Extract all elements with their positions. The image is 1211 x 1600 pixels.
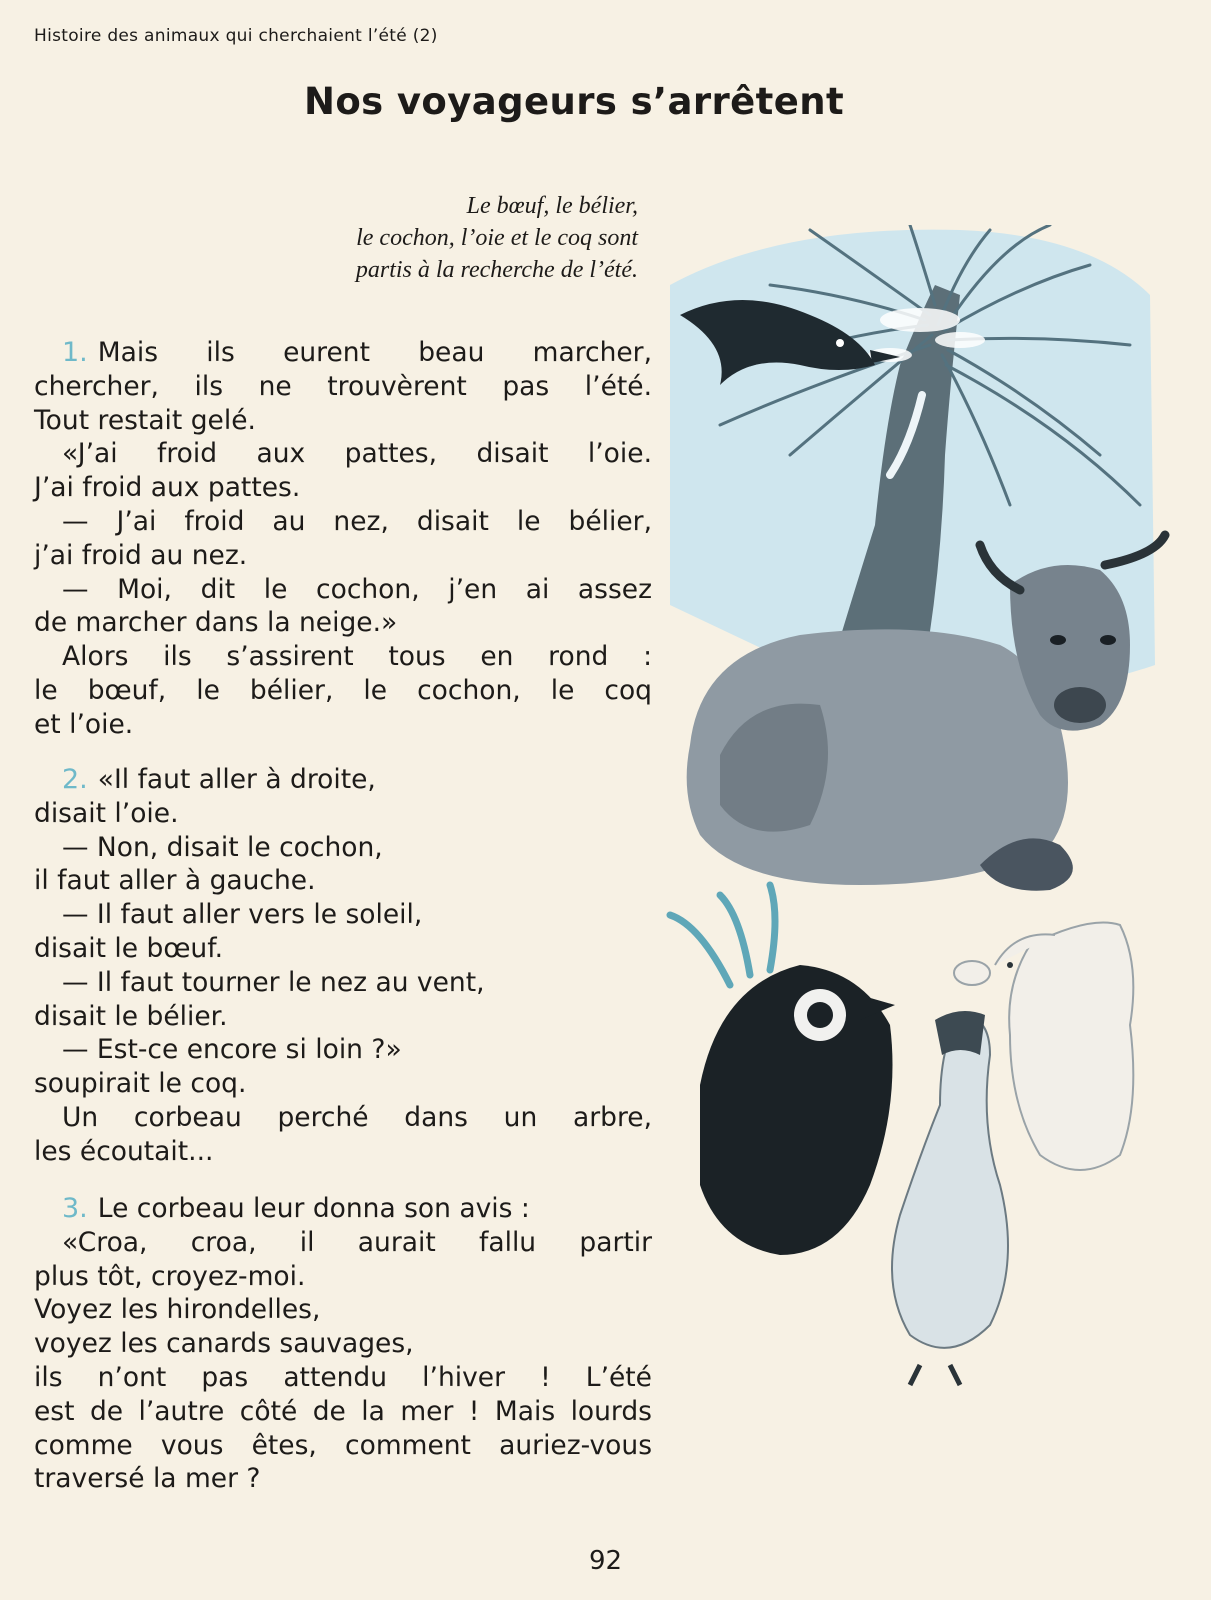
section-number: 1.: [62, 337, 88, 368]
story-line: — Il faut tourner le nez au vent,: [62, 966, 485, 998]
running-head: Histoire des animaux qui cherchaient l’été (2): [34, 26, 438, 46]
rooster-figure: [670, 885, 895, 1255]
story-line: Alors ils s’assirent tous en rond :: [62, 641, 652, 673]
story-line: 2. «Il faut aller à droite,: [62, 764, 376, 795]
story-line: — Non, disait le cochon,: [62, 831, 383, 863]
section-number: 2.: [62, 764, 88, 795]
story-line: 1. Mais ils eurent beau marcher,: [62, 337, 652, 368]
animals-illustration: [660, 225, 1180, 1390]
goose-figure: [892, 1011, 1008, 1385]
story-line: Un corbeau perché dans un arbre,: [62, 1101, 652, 1133]
intro-line: le cochon, l’oie et le coq sont: [356, 225, 638, 251]
story-line: disait le bélier.: [34, 1000, 228, 1032]
story-line: J’ai froid aux pattes.: [34, 472, 301, 504]
story-line: — Moi, dit le cochon, j’en ai assez: [62, 573, 652, 605]
story-line: disait le bœuf.: [34, 932, 224, 964]
intro-summary: [218, 190, 638, 286]
section-2: [34, 763, 652, 1169]
intro-line: partis à la recherche de l’été.: [355, 257, 638, 283]
section-number: 3.: [62, 1193, 88, 1224]
story-line: — Est-ce encore si loin ?»: [62, 1034, 402, 1066]
story-line: chercher, ils ne trouvèrent pas l’été.: [34, 370, 652, 402]
story-line: est de l’autre côté de la mer ! Mais lourds: [34, 1395, 652, 1427]
intro-line: Le bœuf, le bélier,: [466, 193, 638, 219]
story-line: Voyez les hirondelles,: [34, 1294, 321, 1326]
story-line: de marcher dans la neige.»: [34, 607, 398, 639]
story-line: le bœuf, le bélier, le cochon, le coq: [34, 674, 652, 706]
story-line: plus tôt, croyez-moi.: [34, 1260, 306, 1292]
page-number: 92: [588, 1546, 623, 1576]
story-line: comme vous êtes, comment auriez-vous: [34, 1429, 652, 1461]
story-line: 3. Le corbeau leur donna son avis :: [62, 1193, 530, 1224]
story-line: «Croa, croa, il aurait fallu partir: [62, 1226, 652, 1258]
story-line: — Il faut aller vers le soleil,: [62, 899, 423, 931]
section-1: [34, 336, 652, 742]
story-line: j’ai froid au nez.: [34, 539, 248, 571]
story-line: — J’ai froid au nez, disait le bélier,: [62, 505, 652, 537]
story-line: ils n’ont pas attendu l’hiver ! L’été: [34, 1361, 652, 1393]
story-line: et l’oie.: [34, 708, 134, 740]
story-line: disait l’oie.: [34, 797, 179, 829]
story-line: Tout restait gelé.: [34, 404, 256, 436]
story-line: voyez les canards sauvages,: [34, 1328, 414, 1360]
section-3: [34, 1192, 652, 1496]
story-line: soupirait le coq.: [34, 1068, 247, 1100]
story-line: «J’ai froid aux pattes, disait l’oie.: [62, 438, 652, 470]
story-line: il faut aller à gauche.: [34, 865, 316, 897]
story-line: les écoutait...: [34, 1135, 214, 1167]
story-line: traversé la mer ?: [34, 1463, 261, 1495]
page-title: Nos voyageurs s’arrêtent: [304, 80, 845, 123]
